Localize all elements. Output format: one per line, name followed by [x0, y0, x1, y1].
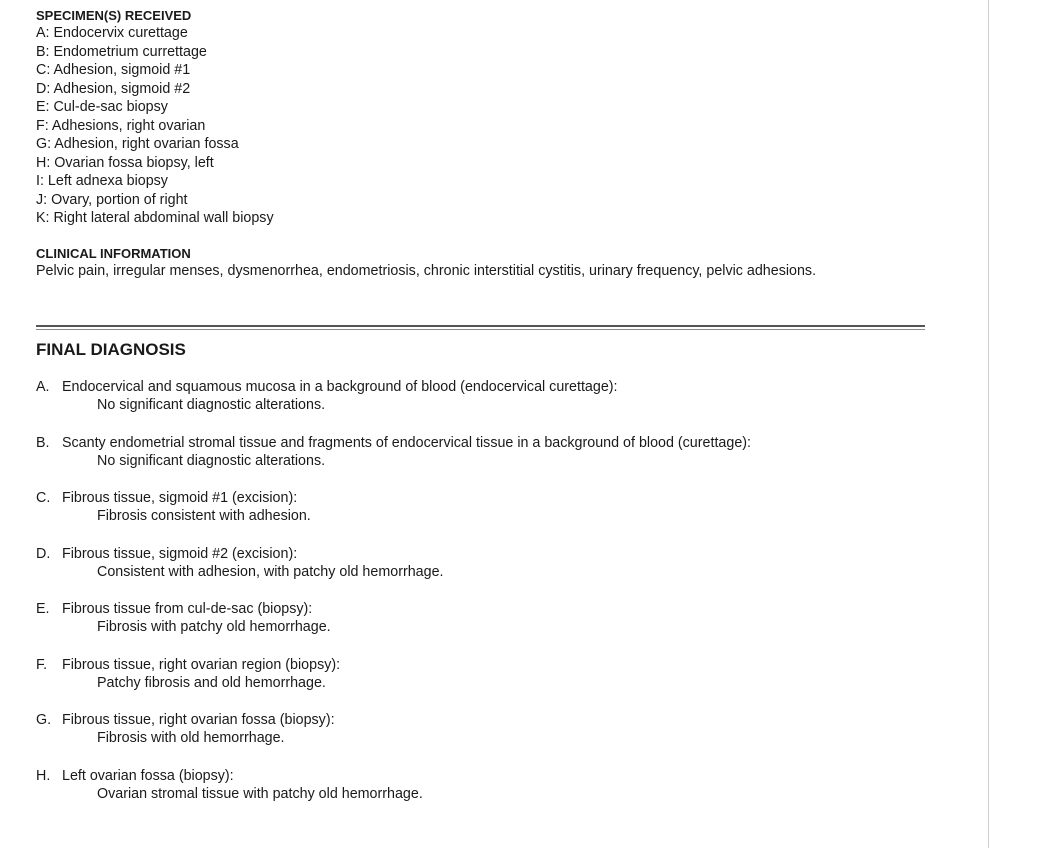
diagnosis-detail: No significant diagnostic alterations. — [97, 452, 326, 469]
diagnosis-detail: Fibrosis consistent with adhesion. — [97, 508, 311, 524]
diagnosis-heading: Left ovarian fossa (biopsy): — [62, 767, 234, 784]
diagnosis-heading-line — [36, 711, 926, 729]
diagnosis-heading-line — [36, 489, 926, 507]
diagnosis-heading-line — [36, 434, 926, 452]
diagnosis-letter: C. — [36, 490, 51, 506]
final-diagnosis-title: FINAL DIAGNOSIS — [36, 340, 186, 359]
diagnosis-heading: Fibrous tissue, sigmoid #2 (excision): — [62, 545, 298, 562]
section-divider — [36, 325, 925, 330]
specimen-item: E: Cul-de-sac biopsy — [36, 99, 168, 115]
diagnosis-heading: Fibrous tissue from cul-de-sac (biopsy): — [62, 601, 313, 617]
diagnosis-heading-line — [36, 545, 926, 563]
diagnosis-item — [36, 711, 926, 747]
specimen-item: C: Adhesion, sigmoid #1 — [36, 62, 191, 78]
final-diagnosis-section — [36, 340, 926, 803]
specimen-item: F: Adhesions, right ovarian — [36, 117, 206, 134]
specimen-list — [36, 24, 926, 228]
diagnosis-detail: No significant diagnostic alterations. — [97, 397, 326, 413]
diagnosis-heading-line — [36, 378, 926, 396]
diagnosis-heading: Fibrous tissue, sigmoid #1 (excision): — [62, 490, 298, 506]
diagnosis-item — [36, 767, 926, 803]
diagnosis-letter: F. — [36, 656, 48, 673]
specimens-section — [36, 7, 926, 228]
diagnosis-item — [36, 656, 926, 692]
specimen-item: G: Adhesion, right ovarian fossa — [36, 136, 239, 152]
diagnosis-letter: H. — [36, 767, 51, 784]
diagnosis-detail: Fibrosis with old hemorrhage. — [97, 730, 285, 746]
specimen-item: J: Ovary, portion of right — [36, 191, 188, 208]
specimens-heading: SPECIMEN(S) RECEIVED — [36, 8, 192, 23]
diagnosis-heading: Fibrous tissue, right ovarian fossa (biopsy): — [62, 712, 335, 728]
specimen-item: H: Ovarian fossa biopsy, left — [36, 154, 214, 171]
diagnosis-heading: Scanty endometrial stromal tissue and fragments of endocervical tissue in a background of blood (curettage): — [62, 434, 752, 451]
specimen-item: A: Endocervix curettage — [36, 25, 188, 41]
diagnosis-heading-line — [36, 767, 926, 785]
diagnosis-list — [36, 378, 926, 803]
clinical-section — [36, 245, 926, 281]
diagnosis-letter: A. — [36, 379, 50, 395]
specimen-item: I: Left adnexa biopsy — [36, 173, 168, 189]
diagnosis-item — [36, 378, 926, 414]
diagnosis-item — [36, 489, 926, 525]
diagnosis-detail: Patchy fibrosis and old hemorrhage. — [97, 674, 326, 691]
report-content — [36, 7, 926, 822]
diagnosis-heading: Fibrous tissue, right ovarian region (biopsy): — [62, 656, 341, 673]
page-edge-divider — [988, 0, 989, 848]
diagnosis-detail: Fibrosis with patchy old hemorrhage. — [97, 619, 331, 635]
diagnosis-detail: Ovarian stromal tissue with patchy old hemorrhage. — [97, 785, 423, 802]
diagnosis-item — [36, 545, 926, 581]
specimen-item: D: Adhesion, sigmoid #2 — [36, 80, 191, 97]
specimen-item: B: Endometrium currettage — [36, 43, 207, 60]
diagnosis-heading: Endocervical and squamous mucosa in a background of blood (endocervical curettage): — [62, 379, 618, 395]
diagnosis-detail: Consistent with adhesion, with patchy old hemorrhage. — [97, 563, 444, 580]
diagnosis-letter: E. — [36, 601, 50, 617]
diagnosis-heading-line — [36, 656, 926, 674]
diagnosis-item — [36, 434, 926, 470]
diagnosis-item — [36, 600, 926, 636]
diagnosis-letter: D. — [36, 545, 51, 562]
clinical-heading: CLINICAL INFORMATION — [36, 245, 191, 261]
specimen-item: K: Right lateral abdominal wall biopsy — [36, 210, 274, 226]
diagnosis-heading-line — [36, 600, 926, 618]
diagnosis-letter: B. — [36, 434, 50, 451]
diagnosis-letter: G. — [36, 712, 52, 728]
clinical-text: Pelvic pain, irregular menses, dysmenorrhea, endometriosis, chronic interstitial cystitis, urinary frequency, pelvic adhesions. — [36, 262, 817, 279]
